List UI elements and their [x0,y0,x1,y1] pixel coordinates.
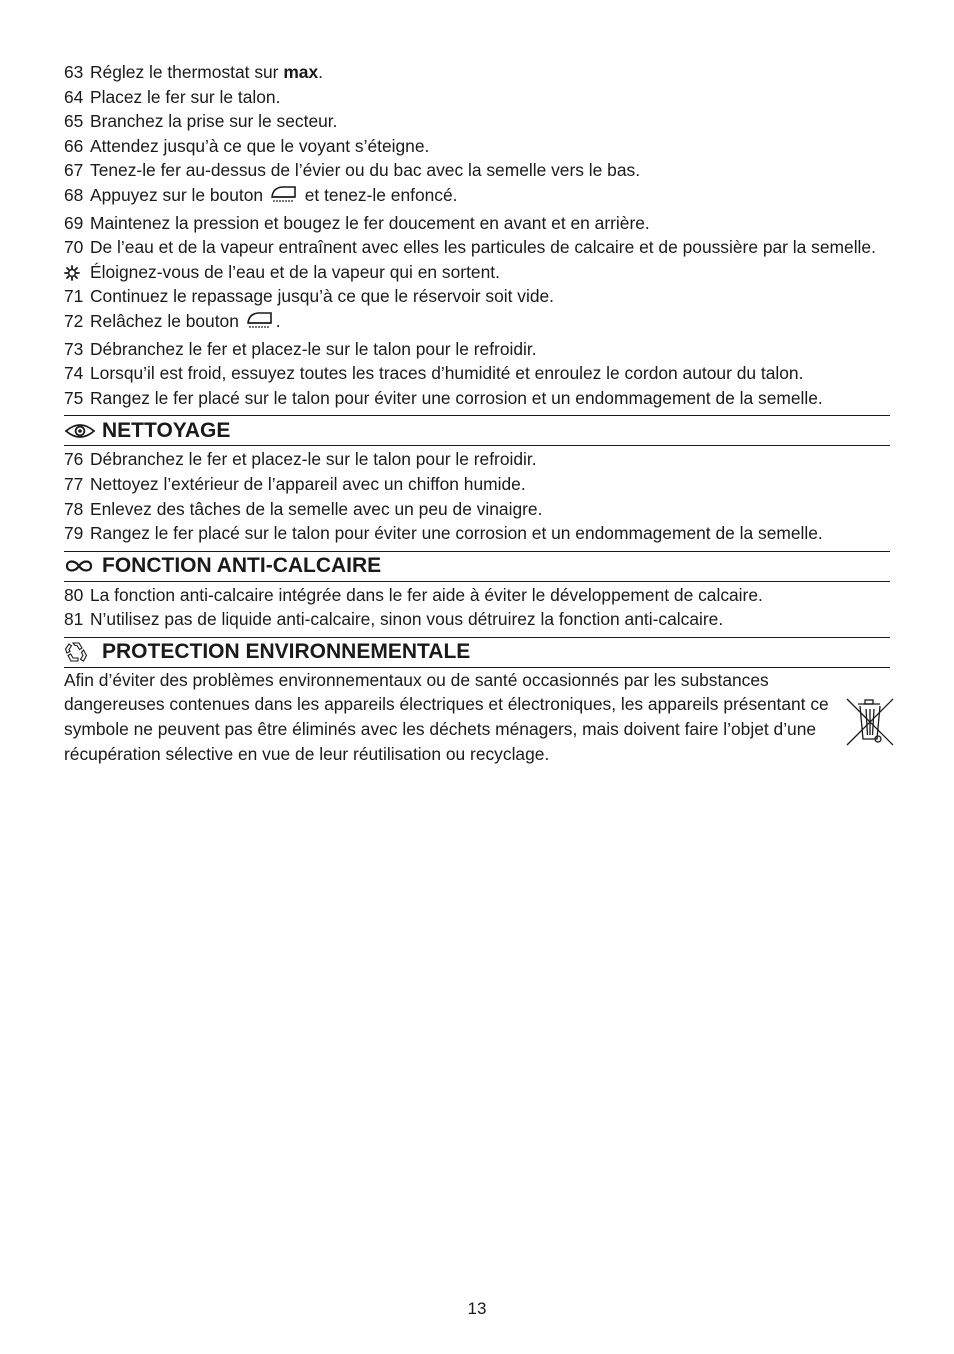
step-text: Continuez le repassage jusqu’à ce que le réservoir soit vide. [90,286,555,307]
step-number: 81 [64,609,84,630]
step-80 [64,583,890,608]
steam-iron-icon [245,310,275,337]
warning-burst-icon [64,260,90,285]
environment-text: Afin d’éviter des problèmes environnementaux ou de santé occasionnés par les substances dangereuses contenues dans les appareils électriques et électroniques, les appareils présentant ce symbole ne peuvent pas être éliminés avec les déchets ménagers, mais doivent faire l’objet d’une récupération sélective en vue de leur réutilisation ou recyclage. [64,669,829,764]
step-text: Lorsqu’il est froid, essuyez toutes les traces d’humidité et enroulez le cordon autour du talon. [90,363,804,384]
step-number: 75 [64,387,84,408]
step-number: 77 [64,473,84,494]
step-number: 78 [64,498,84,519]
step-number: 65 [64,111,84,132]
step-text-end: et tenez-le enfoncé. [299,184,458,205]
infinity-icon [64,558,102,574]
step-77 [64,472,890,497]
step-text: Attendez jusqu’à ce que le voyant s’éteigne. [90,135,430,156]
section-heading-anticalcaire [64,551,890,582]
section-heading-nettoyage [64,415,890,446]
step-text: Rangez le fer placé sur le talon pour éviter une corrosion et un endommagement de la semelle. [90,523,823,544]
step-text: De l’eau et de la vapeur entraînent avec elles les particules de calcaire et de poussière par la semelle. [90,237,876,258]
step-number: 70 [64,237,84,258]
step-text: Relâchez le bouton [90,310,244,331]
step-65 [64,109,890,134]
step-78 [64,497,890,522]
step-69 [64,211,890,236]
step-79 [64,521,890,546]
step-75 [64,386,890,411]
step-text: Branchez la prise sur le secteur. [90,111,338,132]
step-number: 63 [64,62,84,82]
step-text: Débranchez le fer et placez-le sur le talon pour le refroidir. [90,338,537,359]
step-text: Maintenez la pression et bougez le fer doucement en avant et en arrière. [90,212,650,233]
step-text: N’utilisez pas de liquide anti-calcaire, sinon vous détruirez la fonction anti-calcaire. [90,609,724,630]
step-text-end: . [275,310,281,331]
step-76 [64,447,890,472]
step-text: Appuyez sur le bouton [90,184,264,205]
step-81 [64,607,890,632]
step-warning [64,260,890,285]
step-text: Placez le fer sur le talon. [90,86,281,107]
step-68 [64,183,890,211]
page-number: 13 [467,1299,487,1318]
step-text: Tenez-le fer au-dessus de l’évier ou du bac avec la semelle vers le bas. [90,160,641,181]
step-text: Réglez le thermostat sur [90,62,284,82]
step-70 [64,235,890,260]
step-72 [64,309,890,337]
step-73 [64,337,890,362]
step-text: La fonction anti-calcaire intégrée dans le fer aide à éviter le développement de calcaire. [90,584,763,605]
crossed-out-bin-icon [844,695,896,766]
step-number: 79 [64,523,84,544]
step-text: Nettoyez l’extérieur de l’appareil avec un chiffon humide. [90,473,526,494]
step-number: 64 [64,86,84,107]
steps-nettoyage [64,446,890,545]
steps-anticalcaire [64,582,890,632]
step-text: Enlevez des tâches de la semelle avec un peu de vinaigre. [90,498,543,519]
page-content [64,60,890,766]
step-number: 80 [64,584,84,605]
section-title: PROTECTION ENVIRONNEMENTALE [102,640,471,664]
step-number: 69 [64,212,84,233]
step-text: Débranchez le fer et placez-le sur le talon pour le refroidir. [90,449,537,470]
step-bold: max [283,62,319,82]
steps-top [64,60,890,410]
step-number: 67 [64,160,84,181]
step-64 [64,85,890,110]
step-66 [64,134,890,159]
step-74 [64,361,890,386]
step-number: 72 [64,310,84,331]
section-title: NETTOYAGE [102,418,231,442]
step-text-end: . [318,62,323,82]
step-text: Rangez le fer placé sur le talon pour éviter une corrosion et un endommagement de la semelle. [90,387,823,408]
step-63 [64,60,890,85]
step-number: 66 [64,135,84,156]
step-number: 73 [64,338,84,359]
section-heading-environnement [64,637,890,668]
step-number: 68 [64,184,84,205]
steam-iron-icon [269,184,299,211]
step-text: Éloignez-vous de l’eau et de la vapeur qui en sortent. [90,261,500,282]
step-67 [64,158,890,183]
eye-icon [64,422,102,440]
step-number: 76 [64,449,84,470]
section-title: FONCTION ANTI-CALCAIRE [102,554,382,578]
step-number: 74 [64,363,84,384]
step-number: 71 [64,286,84,307]
recycle-icon [64,641,102,663]
step-71 [64,284,890,309]
environment-block [64,668,890,766]
